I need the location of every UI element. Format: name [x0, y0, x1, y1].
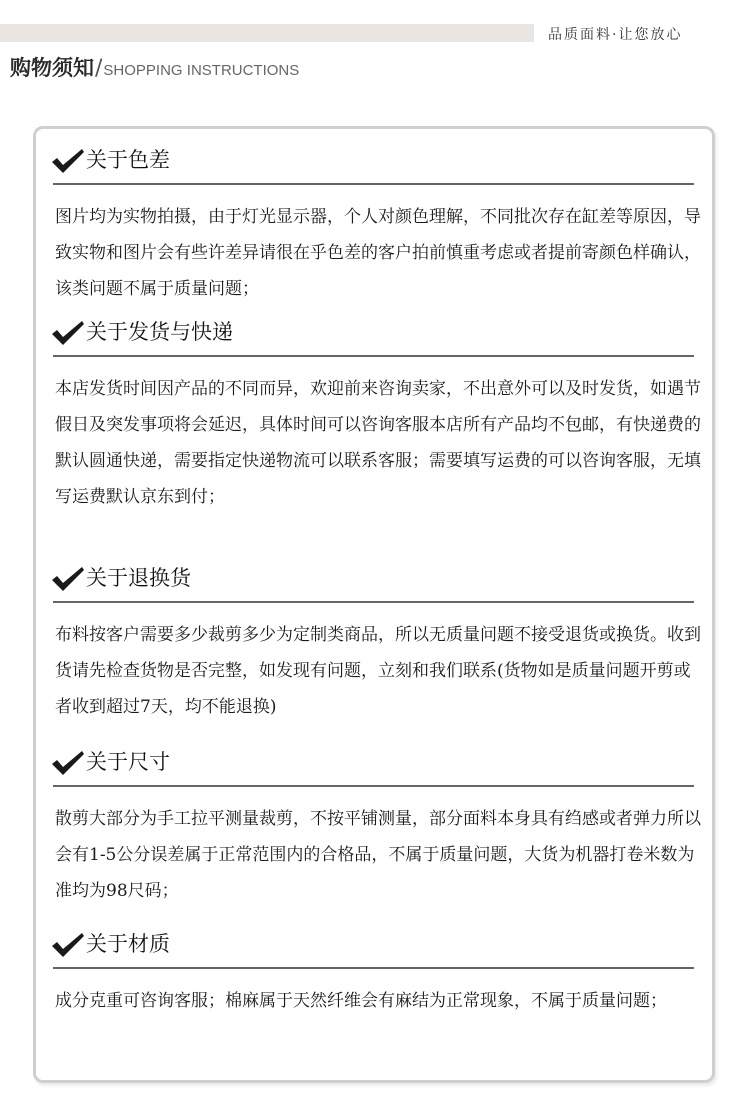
- section-divider: [53, 785, 694, 787]
- section-header: [36, 139, 712, 183]
- section-title: 关于材质: [86, 932, 170, 956]
- section-title: 关于尺寸: [86, 750, 170, 774]
- checkmark-icon: [50, 565, 86, 593]
- top-decorative-band: [0, 24, 534, 42]
- section-shipping: [36, 311, 712, 507]
- title-slash: /: [95, 56, 103, 81]
- checkmark-icon: [50, 319, 86, 347]
- section-body: 成分克重可咨询客服；棉麻属于天然纤维会有麻结为正常现象，不属于质量问题；: [55, 991, 667, 1011]
- section-body: 本店发货时间因产品的不同而异，欢迎前来咨询卖家，不出意外可以及时发货，如遇节假日及突发事项将会延迟，具体时间可以咨询客服本店所有产品均不包邮，有快递费的默认圆通快递，需要指定快递物流可以联系客服；需要填写运费的可以咨询客服，无填写运费默认京东到付；: [55, 379, 701, 507]
- section-body: 布料按客户需要多少裁剪多少为定制类商品，所以无质量问题不接受退货或换货。收到货请先检查货物是否完整，如发现有问题，立刻和我们联系(货物如是质量问题开剪或者收到超过7天，均不能退换): [55, 625, 701, 717]
- section-divider: [53, 601, 694, 603]
- checkmark-icon: [50, 147, 86, 175]
- instructions-card: [33, 126, 715, 1083]
- section-header: [36, 923, 712, 967]
- section-header: [36, 557, 712, 601]
- section-title: 关于发货与快递: [86, 320, 233, 344]
- section-size: [36, 741, 712, 901]
- section-material: [36, 923, 712, 1011]
- section-header: [36, 311, 712, 355]
- section-returns: [36, 557, 712, 717]
- section-header: [36, 741, 712, 785]
- section-divider: [53, 183, 694, 185]
- page-title-cn: 购物须知: [10, 56, 94, 80]
- tagline: 品质面料·让您放心: [548, 27, 683, 43]
- page-title: [10, 52, 299, 87]
- page-title-en: SHOPPING INSTRUCTIONS: [103, 62, 300, 79]
- checkmark-icon: [50, 749, 86, 777]
- section-divider: [53, 355, 694, 357]
- section-title: 关于退换货: [86, 566, 191, 590]
- section-color-difference: [36, 139, 712, 299]
- section-body: 散剪大部分为手工拉平测量裁剪，不按平铺测量，部分面料本身具有绉感或者弹力所以会有1-5公分误差属于正常范围内的合格品，不属于质量问题，大货为机器打卷米数为准均为98尺码；: [55, 809, 701, 901]
- section-divider: [53, 967, 694, 969]
- section-body: 图片均为实物拍摄，由于灯光显示器，个人对颜色理解，不同批次存在缸差等原因，导致实物和图片会有些许差异请很在乎色差的客户拍前慎重考虑或者提前寄颜色样确认，该类问题不属于质量问题；: [55, 207, 701, 299]
- section-title: 关于色差: [86, 148, 170, 172]
- checkmark-icon: [50, 931, 86, 959]
